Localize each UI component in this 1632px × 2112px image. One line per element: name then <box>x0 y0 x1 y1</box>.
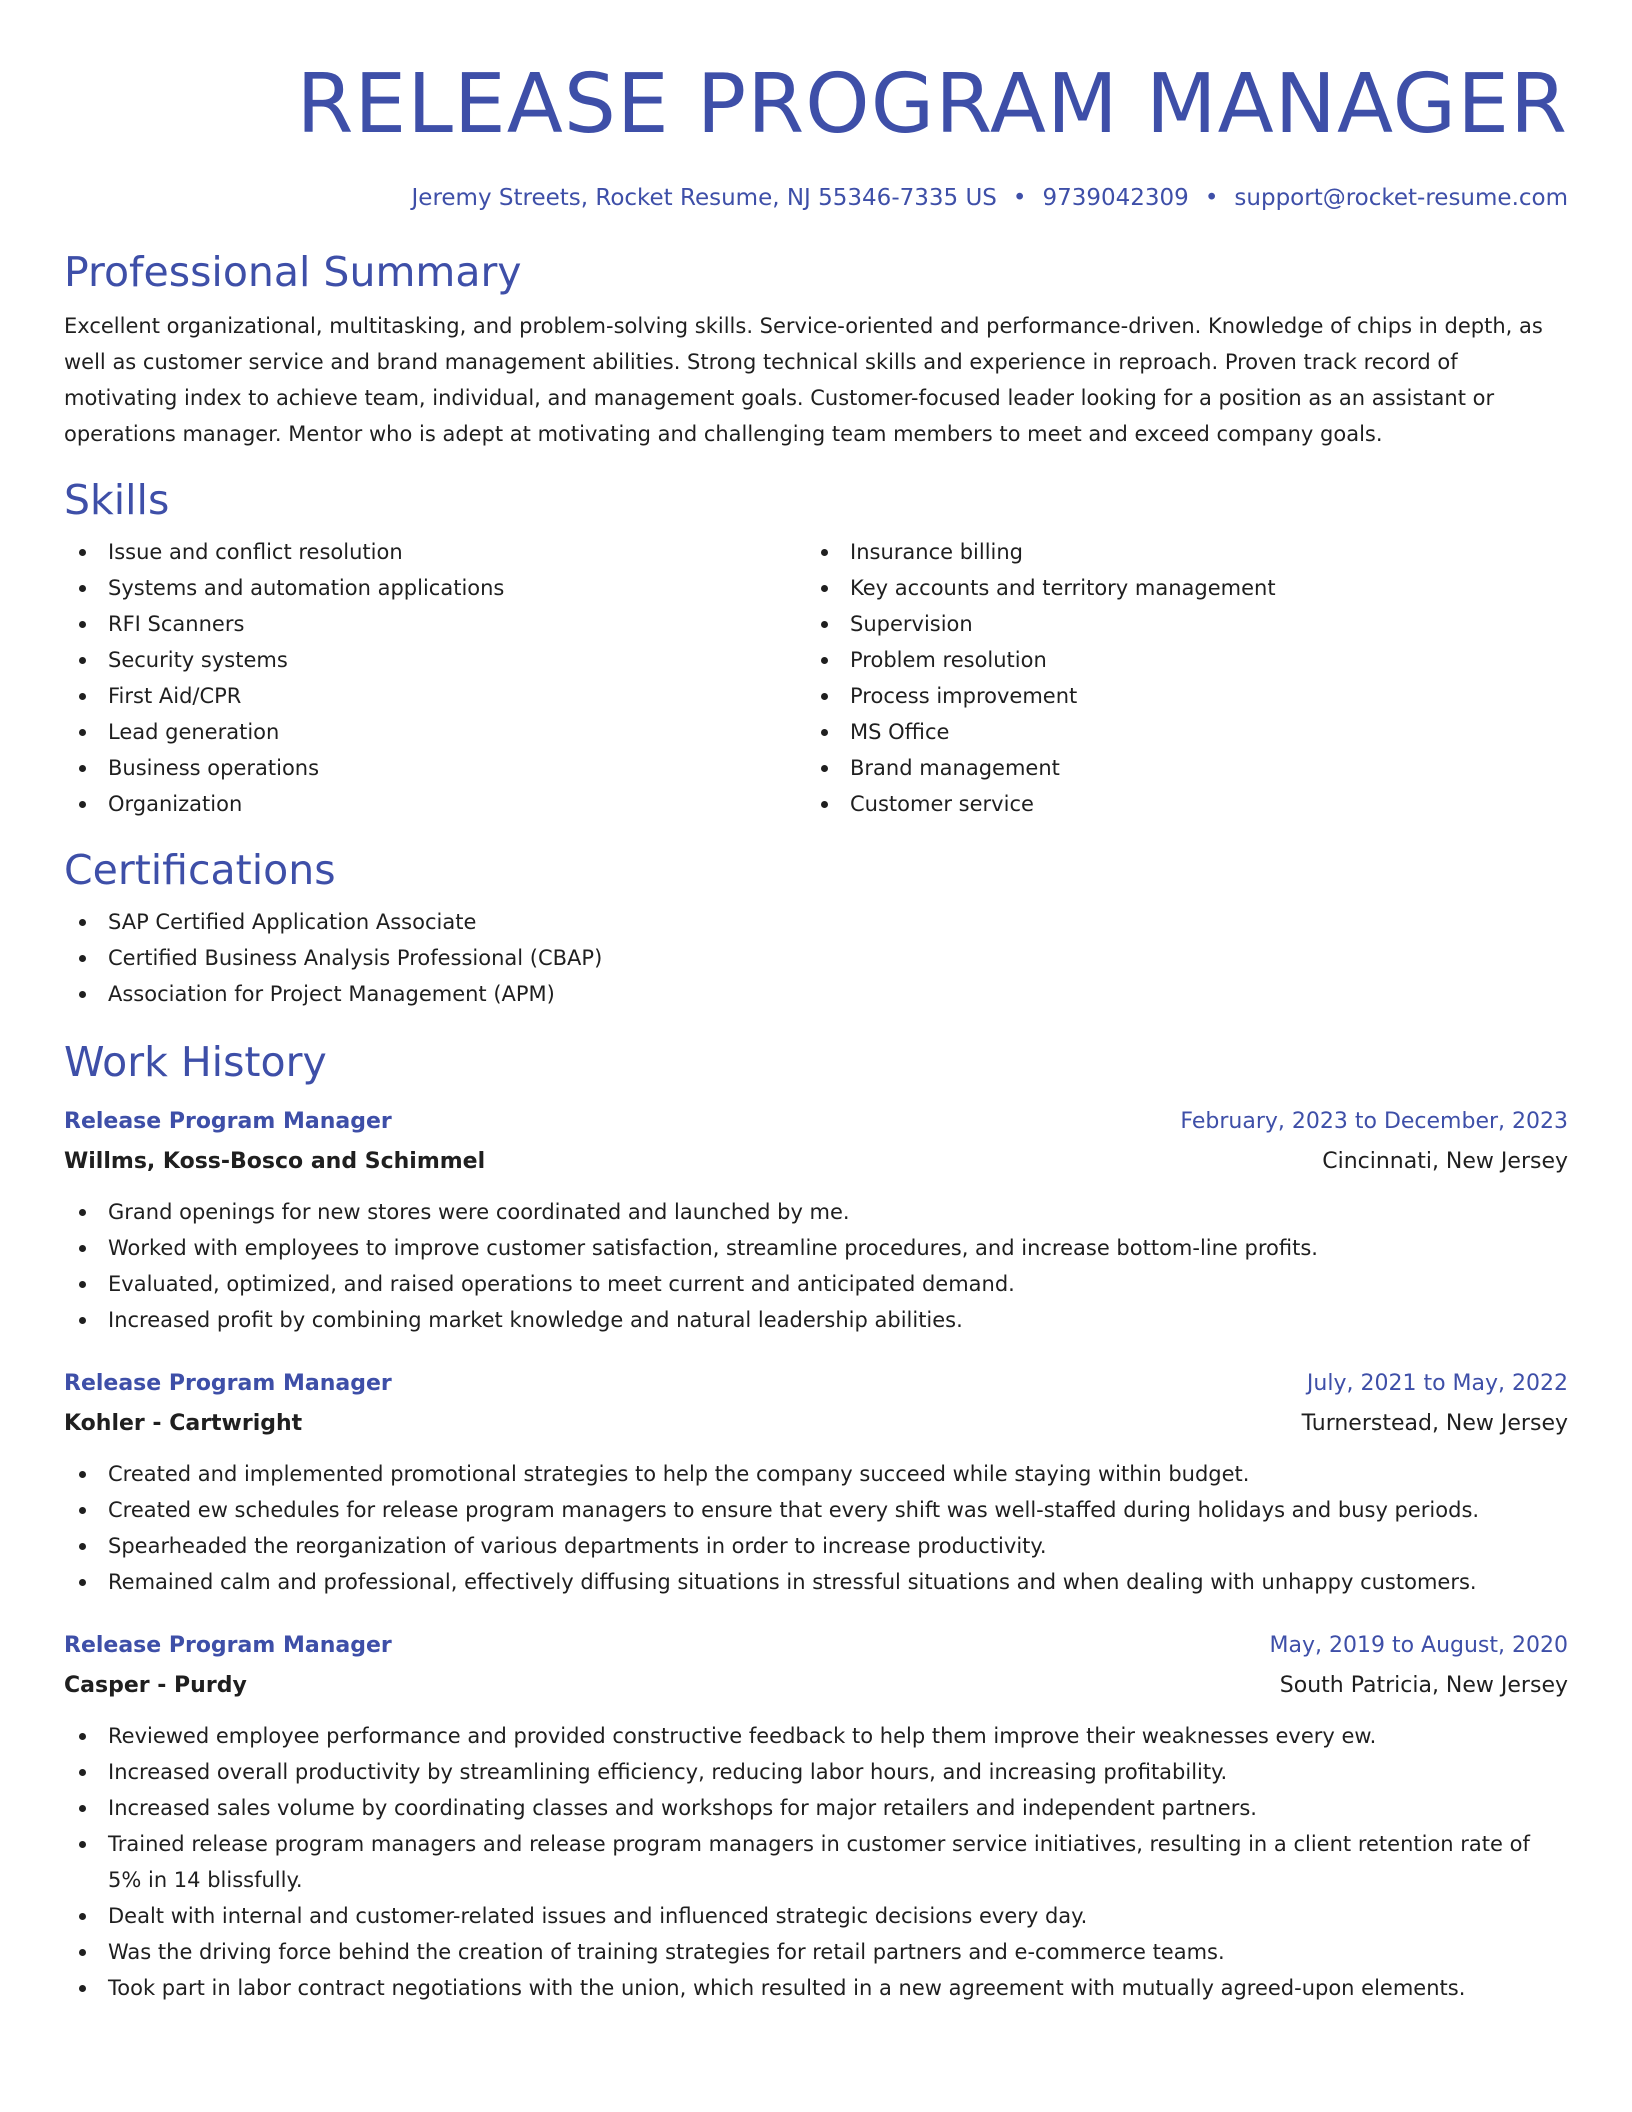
contact-separator: • <box>1012 185 1027 211</box>
summary-text: Excellent organizational, multitasking, and problem-solving skills. Service-oriented and performance-driven. Knowledge of chips in depth, as well as customer service and brand management abilities. Strong technical skills and experience in reproach. Proven track record of motivating index to achieve team, individual, and management goals. Customer-focused leader looking for a position as an assistant or operations manager. Mentor who is adept at motivating and challenging team members to meet and exceed company goals. <box>64 314 1543 446</box>
skill-item: Systems and automation applications <box>64 570 806 606</box>
job-company: Willms, Koss-Bosco and Schimmel <box>64 1149 486 1174</box>
skill-item: Issue and conflict resolution <box>64 534 806 570</box>
skill-item: Insurance billing <box>806 534 1548 570</box>
job-role: Release Program Manager <box>64 1633 392 1658</box>
skills-columns <box>64 534 1568 822</box>
job-role: Release Program Manager <box>64 1371 392 1396</box>
job-bullet: Grand openings for new stores were coordinated and launched by me. <box>64 1194 1568 1230</box>
contact-phone: 9739042309 <box>1042 185 1189 211</box>
skills-heading: Skills <box>64 476 170 524</box>
job-company: Kohler - Cartwright <box>64 1411 303 1436</box>
summary-heading: Professional Summary <box>64 248 522 296</box>
skill-item: Organization <box>64 786 806 822</box>
job-bullet: Increased profit by combining market knowledge and natural leadership abilities. <box>64 1302 1568 1338</box>
contact-address: Jeremy Streets, Rocket Resume, NJ 55346-7335 US <box>411 185 997 211</box>
job-entry <box>64 1364 1568 1600</box>
skill-item: Customer service <box>806 786 1548 822</box>
resume-title: RELEASE PROGRAM MANAGER <box>296 57 1568 152</box>
job-bullets <box>64 1456 1568 1600</box>
job-location: Cincinnati, New Jersey <box>1322 1149 1568 1174</box>
job-bullets <box>64 1718 1568 2006</box>
job-bullet: Was the driving force behind the creation of training strategies for retail partners and e-commerce teams. <box>64 1934 1568 1970</box>
job-bullet: Took part in labor contract negotiations with the union, which resulted in a new agreement with mutually agreed-upon elements. <box>64 1970 1568 2006</box>
job-bullets <box>64 1194 1568 1338</box>
skill-item: First Aid/CPR <box>64 678 806 714</box>
certification-item: SAP Certified Application Associate <box>64 904 1568 940</box>
skill-item: RFI Scanners <box>64 606 806 642</box>
skill-item: MS Office <box>806 714 1548 750</box>
job-bullet: Increased overall productivity by streamlining efficiency, reducing labor hours, and increasing profitability. <box>64 1754 1568 1790</box>
certification-item: Certified Business Analysis Professional (CBAP) <box>64 940 1568 976</box>
skills-list-left <box>64 534 806 822</box>
job-bullet: Trained release program managers and release program managers in customer service initiatives, resulting in a client retention rate of 5% in 14 blissfully. <box>64 1826 1568 1898</box>
job-entry <box>64 1626 1568 2006</box>
skill-item: Security systems <box>64 642 806 678</box>
work-history-heading: Work History <box>64 1038 327 1086</box>
job-entry <box>64 1102 1568 1338</box>
certifications-list <box>64 904 1568 1012</box>
job-location: South Patricia, New Jersey <box>1279 1673 1568 1698</box>
skill-item: Problem resolution <box>806 642 1548 678</box>
skill-item: Business operations <box>64 750 806 786</box>
certification-item: Association for Project Management (APM) <box>64 976 1568 1012</box>
certifications-heading: Certifications <box>64 846 336 894</box>
job-company: Casper - Purdy <box>64 1673 247 1698</box>
job-bullet: Worked with employees to improve customer satisfaction, streamline procedures, and increase bottom-line profits. <box>64 1230 1568 1266</box>
job-dates: July, 2021 to May, 2022 <box>1306 1371 1568 1396</box>
skill-item: Supervision <box>806 606 1548 642</box>
skills-list-right <box>806 534 1548 822</box>
job-bullet: Remained calm and professional, effectively diffusing situations in stressful situations and when dealing with unhappy customers. <box>64 1564 1568 1600</box>
job-dates: February, 2023 to December, 2023 <box>1180 1109 1568 1134</box>
contact-email[interactable]: support@rocket-resume.com <box>1234 185 1568 211</box>
job-location: Turnerstead, New Jersey <box>1301 1411 1568 1436</box>
job-role: Release Program Manager <box>64 1109 392 1134</box>
job-bullet: Created and implemented promotional strategies to help the company succeed while staying within budget. <box>64 1456 1568 1492</box>
skill-item: Brand management <box>806 750 1548 786</box>
job-dates: May, 2019 to August, 2020 <box>1269 1633 1568 1658</box>
job-bullet: Reviewed employee performance and provided constructive feedback to help them improve their weaknesses every ew. <box>64 1718 1568 1754</box>
skill-item: Lead generation <box>64 714 806 750</box>
contact-separator: • <box>1204 185 1219 211</box>
job-bullet: Dealt with internal and customer-related issues and influenced strategic decisions every day. <box>64 1898 1568 1934</box>
skill-item: Key accounts and territory management <box>806 570 1548 606</box>
job-bullet: Increased sales volume by coordinating classes and workshops for major retailers and independent partners. <box>64 1790 1568 1826</box>
skill-item: Process improvement <box>806 678 1548 714</box>
job-bullet: Spearheaded the reorganization of various departments in order to increase productivity. <box>64 1528 1568 1564</box>
job-bullet: Created ew schedules for release program managers to ensure that every shift was well-staffed during holidays and busy periods. <box>64 1492 1568 1528</box>
job-bullet: Evaluated, optimized, and raised operations to meet current and anticipated demand. <box>64 1266 1568 1302</box>
contact-line <box>64 180 1568 216</box>
